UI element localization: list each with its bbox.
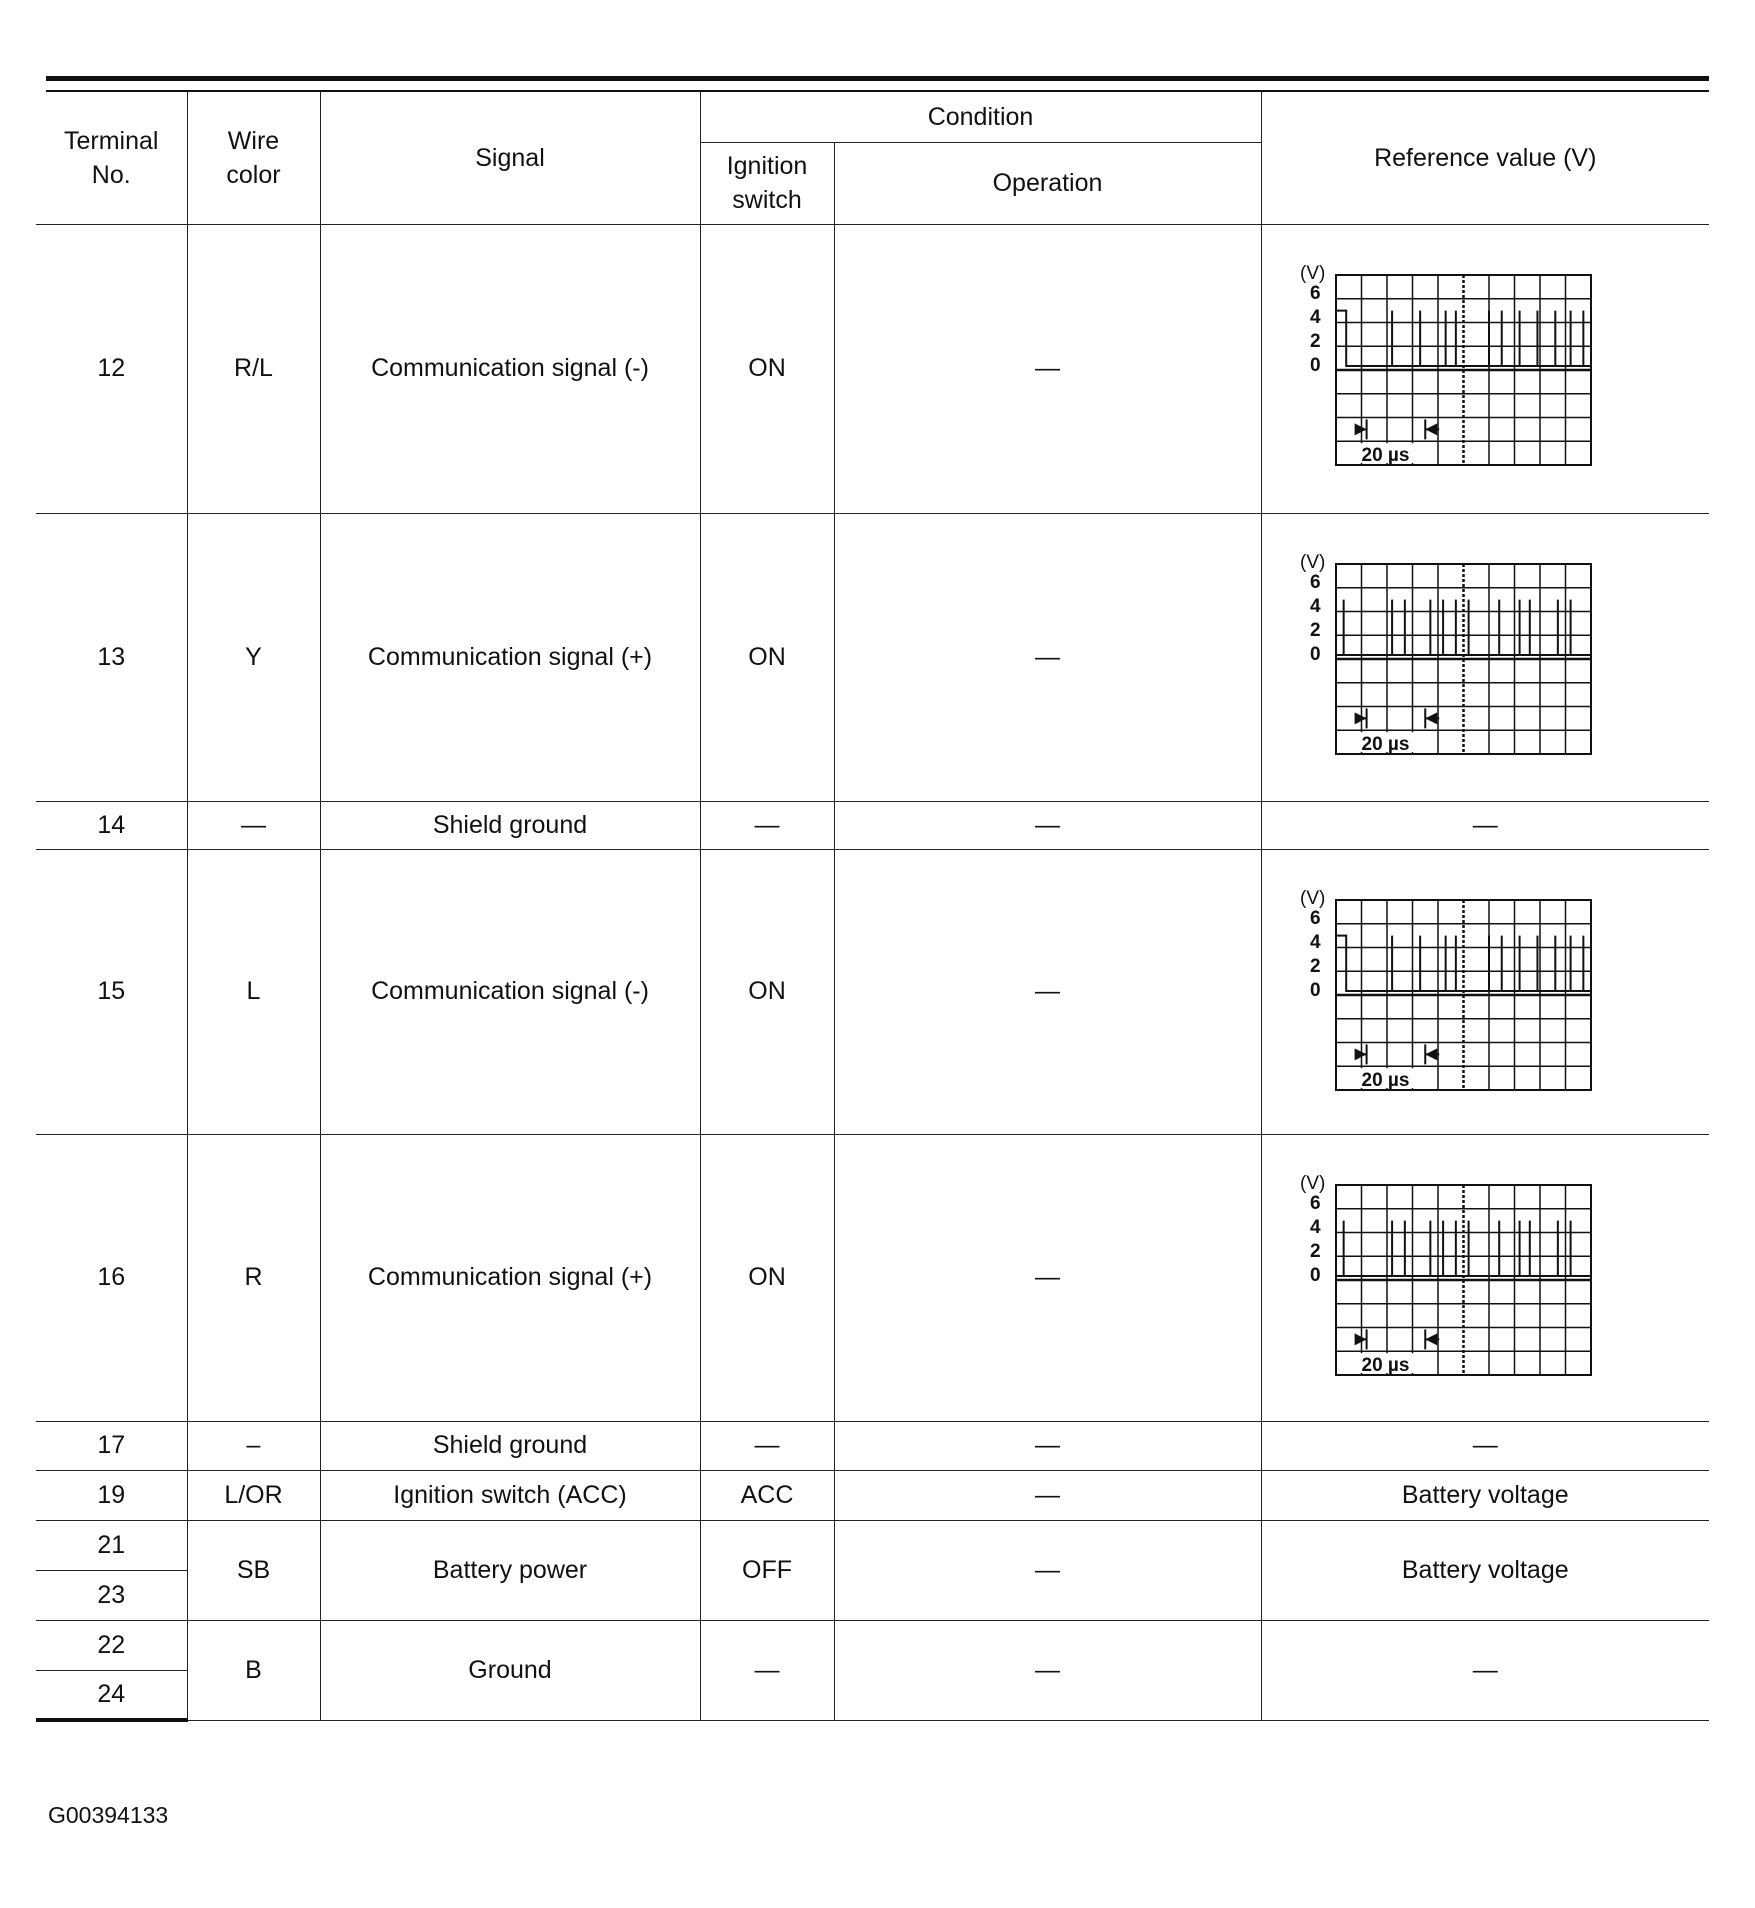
time-marker-arrow — [1425, 712, 1437, 724]
scope-svg — [1296, 552, 1596, 757]
reference-waveform-cell — [1261, 513, 1709, 801]
reference-cell: — — [1261, 1620, 1709, 1720]
scope-y-tick: 0 — [1309, 979, 1321, 1001]
time-marker-arrow — [1425, 1333, 1437, 1345]
scope-y-tick: 0 — [1309, 1264, 1321, 1286]
scope-unit-label: (V) — [1299, 887, 1325, 909]
wire-cell: B — [187, 1620, 320, 1720]
table-row — [36, 1470, 1709, 1520]
terminal-cell: 13 — [36, 513, 187, 801]
time-marker-arrow — [1354, 712, 1366, 724]
ignition-cell: — — [700, 1620, 834, 1720]
time-marker-arrow — [1425, 1048, 1437, 1060]
figure-id: G00394133 — [48, 1802, 169, 1828]
operation-cell: — — [834, 1520, 1261, 1620]
top-rule — [46, 76, 1709, 81]
signal-cell: Shield ground — [320, 1421, 700, 1470]
scope-time-label: 20 µs — [1361, 444, 1409, 466]
signal-cell: Battery power — [320, 1520, 700, 1620]
header-signal — [320, 92, 700, 224]
terminal-cell: 17 — [36, 1421, 187, 1470]
header-wire-label: Wire color — [226, 126, 281, 189]
terminal-cell: 19 — [36, 1470, 187, 1520]
terminal-cell: 14 — [36, 801, 187, 849]
wire-cell: – — [187, 1421, 320, 1470]
wire-cell: L/OR — [187, 1470, 320, 1520]
reference-waveform-cell — [1261, 224, 1709, 513]
header-ignition-label: Ignition switch — [726, 152, 808, 214]
wire-cell: SB — [187, 1520, 320, 1620]
reference-cell: — — [1261, 801, 1709, 849]
terminal-cell: 16 — [36, 1134, 187, 1421]
wire-cell: Y — [187, 513, 320, 801]
scope-y-tick: 2 — [1309, 619, 1321, 641]
reference-cell: Battery voltage — [1261, 1470, 1709, 1520]
signal-cell: Communication signal (-) — [320, 849, 700, 1134]
table-row — [36, 1520, 1709, 1570]
scope-y-tick: 6 — [1309, 1192, 1321, 1214]
operation-cell: — — [834, 801, 1261, 849]
signal-cell: Communication signal (+) — [320, 1134, 700, 1421]
reference-cell: Battery voltage — [1261, 1520, 1709, 1620]
oscilloscope-waveform — [1296, 1173, 1596, 1385]
table-row — [36, 1421, 1709, 1470]
scope-unit-label: (V) — [1299, 1172, 1325, 1194]
terminal-cell: 15 — [36, 849, 187, 1134]
operation-cell: — — [834, 513, 1261, 801]
terminal-cell: 21 — [36, 1520, 187, 1570]
wire-cell: R — [187, 1134, 320, 1421]
header-operation — [834, 142, 1261, 224]
operation-cell: — — [834, 1470, 1261, 1520]
time-marker-arrow — [1354, 1048, 1366, 1060]
header-condition-label: Condition — [927, 102, 1034, 131]
table-row — [36, 849, 1709, 1134]
terminal-cell: 12 — [36, 224, 187, 513]
scope-y-tick: 0 — [1309, 354, 1321, 376]
terminal-cell: 22 — [36, 1620, 187, 1670]
operation-cell: — — [834, 224, 1261, 513]
table-row — [36, 1620, 1709, 1670]
signal-cell: Ground — [320, 1620, 700, 1720]
operation-cell: — — [834, 1620, 1261, 1720]
reference-waveform-cell — [1261, 849, 1709, 1134]
scope-y-tick: 6 — [1309, 571, 1321, 593]
ignition-cell: ON — [700, 513, 834, 801]
scope-y-tick: 4 — [1309, 306, 1321, 328]
table-row — [36, 801, 1709, 849]
terminal-spec-table — [36, 92, 1709, 1722]
ignition-cell: ON — [700, 1134, 834, 1421]
terminal-cell: 23 — [36, 1570, 187, 1620]
oscilloscope-waveform — [1296, 888, 1596, 1100]
scope-y-tick: 2 — [1309, 955, 1321, 977]
wire-cell: R/L — [187, 224, 320, 513]
header-reference-label: Reference value (V) — [1374, 143, 1597, 172]
wire-cell: — — [187, 801, 320, 849]
header-wire-color — [187, 92, 320, 224]
table-row — [36, 513, 1709, 801]
header-signal-label: Signal — [475, 143, 545, 172]
oscilloscope-waveform — [1296, 552, 1596, 764]
ignition-cell: ON — [700, 224, 834, 513]
signal-cell: Ignition switch (ACC) — [320, 1470, 700, 1520]
scope-y-tick: 4 — [1309, 931, 1321, 953]
terminal-cell: 24 — [36, 1670, 187, 1720]
scope-y-tick: 4 — [1309, 595, 1321, 617]
signal-cell: Communication signal (-) — [320, 224, 700, 513]
operation-cell: — — [834, 1134, 1261, 1421]
header-terminal-no — [36, 92, 187, 224]
scope-y-tick: 2 — [1309, 330, 1321, 352]
wire-cell: L — [187, 849, 320, 1134]
scope-time-label: 20 µs — [1361, 1069, 1409, 1091]
scope-time-label: 20 µs — [1361, 733, 1409, 755]
reference-cell: — — [1261, 1421, 1709, 1470]
header-ignition-switch — [700, 142, 834, 224]
scope-y-tick: 0 — [1309, 643, 1321, 665]
scope-y-tick: 6 — [1309, 282, 1321, 304]
time-marker-arrow — [1354, 1333, 1366, 1345]
oscilloscope-waveform — [1296, 263, 1596, 475]
scope-svg — [1296, 1173, 1596, 1378]
ignition-cell: ACC — [700, 1470, 834, 1520]
table-row — [36, 1134, 1709, 1421]
signal-cell: Communication signal (+) — [320, 513, 700, 801]
ignition-cell: — — [700, 1421, 834, 1470]
scope-y-tick: 6 — [1309, 907, 1321, 929]
operation-cell: — — [834, 1421, 1261, 1470]
header-operation-label: Operation — [992, 169, 1103, 197]
scope-svg — [1296, 888, 1596, 1093]
scope-unit-label: (V) — [1299, 262, 1325, 284]
ignition-cell: OFF — [700, 1520, 834, 1620]
header-condition — [700, 92, 1261, 142]
scope-y-tick: 4 — [1309, 1216, 1321, 1238]
table-row — [36, 224, 1709, 513]
ignition-cell: ON — [700, 849, 834, 1134]
operation-cell: — — [834, 849, 1261, 1134]
signal-cell: Shield ground — [320, 801, 700, 849]
scope-unit-label: (V) — [1299, 551, 1325, 573]
reference-waveform-cell — [1261, 1134, 1709, 1421]
scope-time-label: 20 µs — [1361, 1354, 1409, 1376]
time-marker-arrow — [1354, 423, 1366, 435]
header-terminal-label: Terminal No. — [64, 126, 159, 189]
header-reference-value — [1261, 92, 1709, 224]
scope-y-tick: 2 — [1309, 1240, 1321, 1262]
scope-svg — [1296, 263, 1596, 468]
ignition-cell: — — [700, 801, 834, 849]
time-marker-arrow — [1425, 423, 1437, 435]
